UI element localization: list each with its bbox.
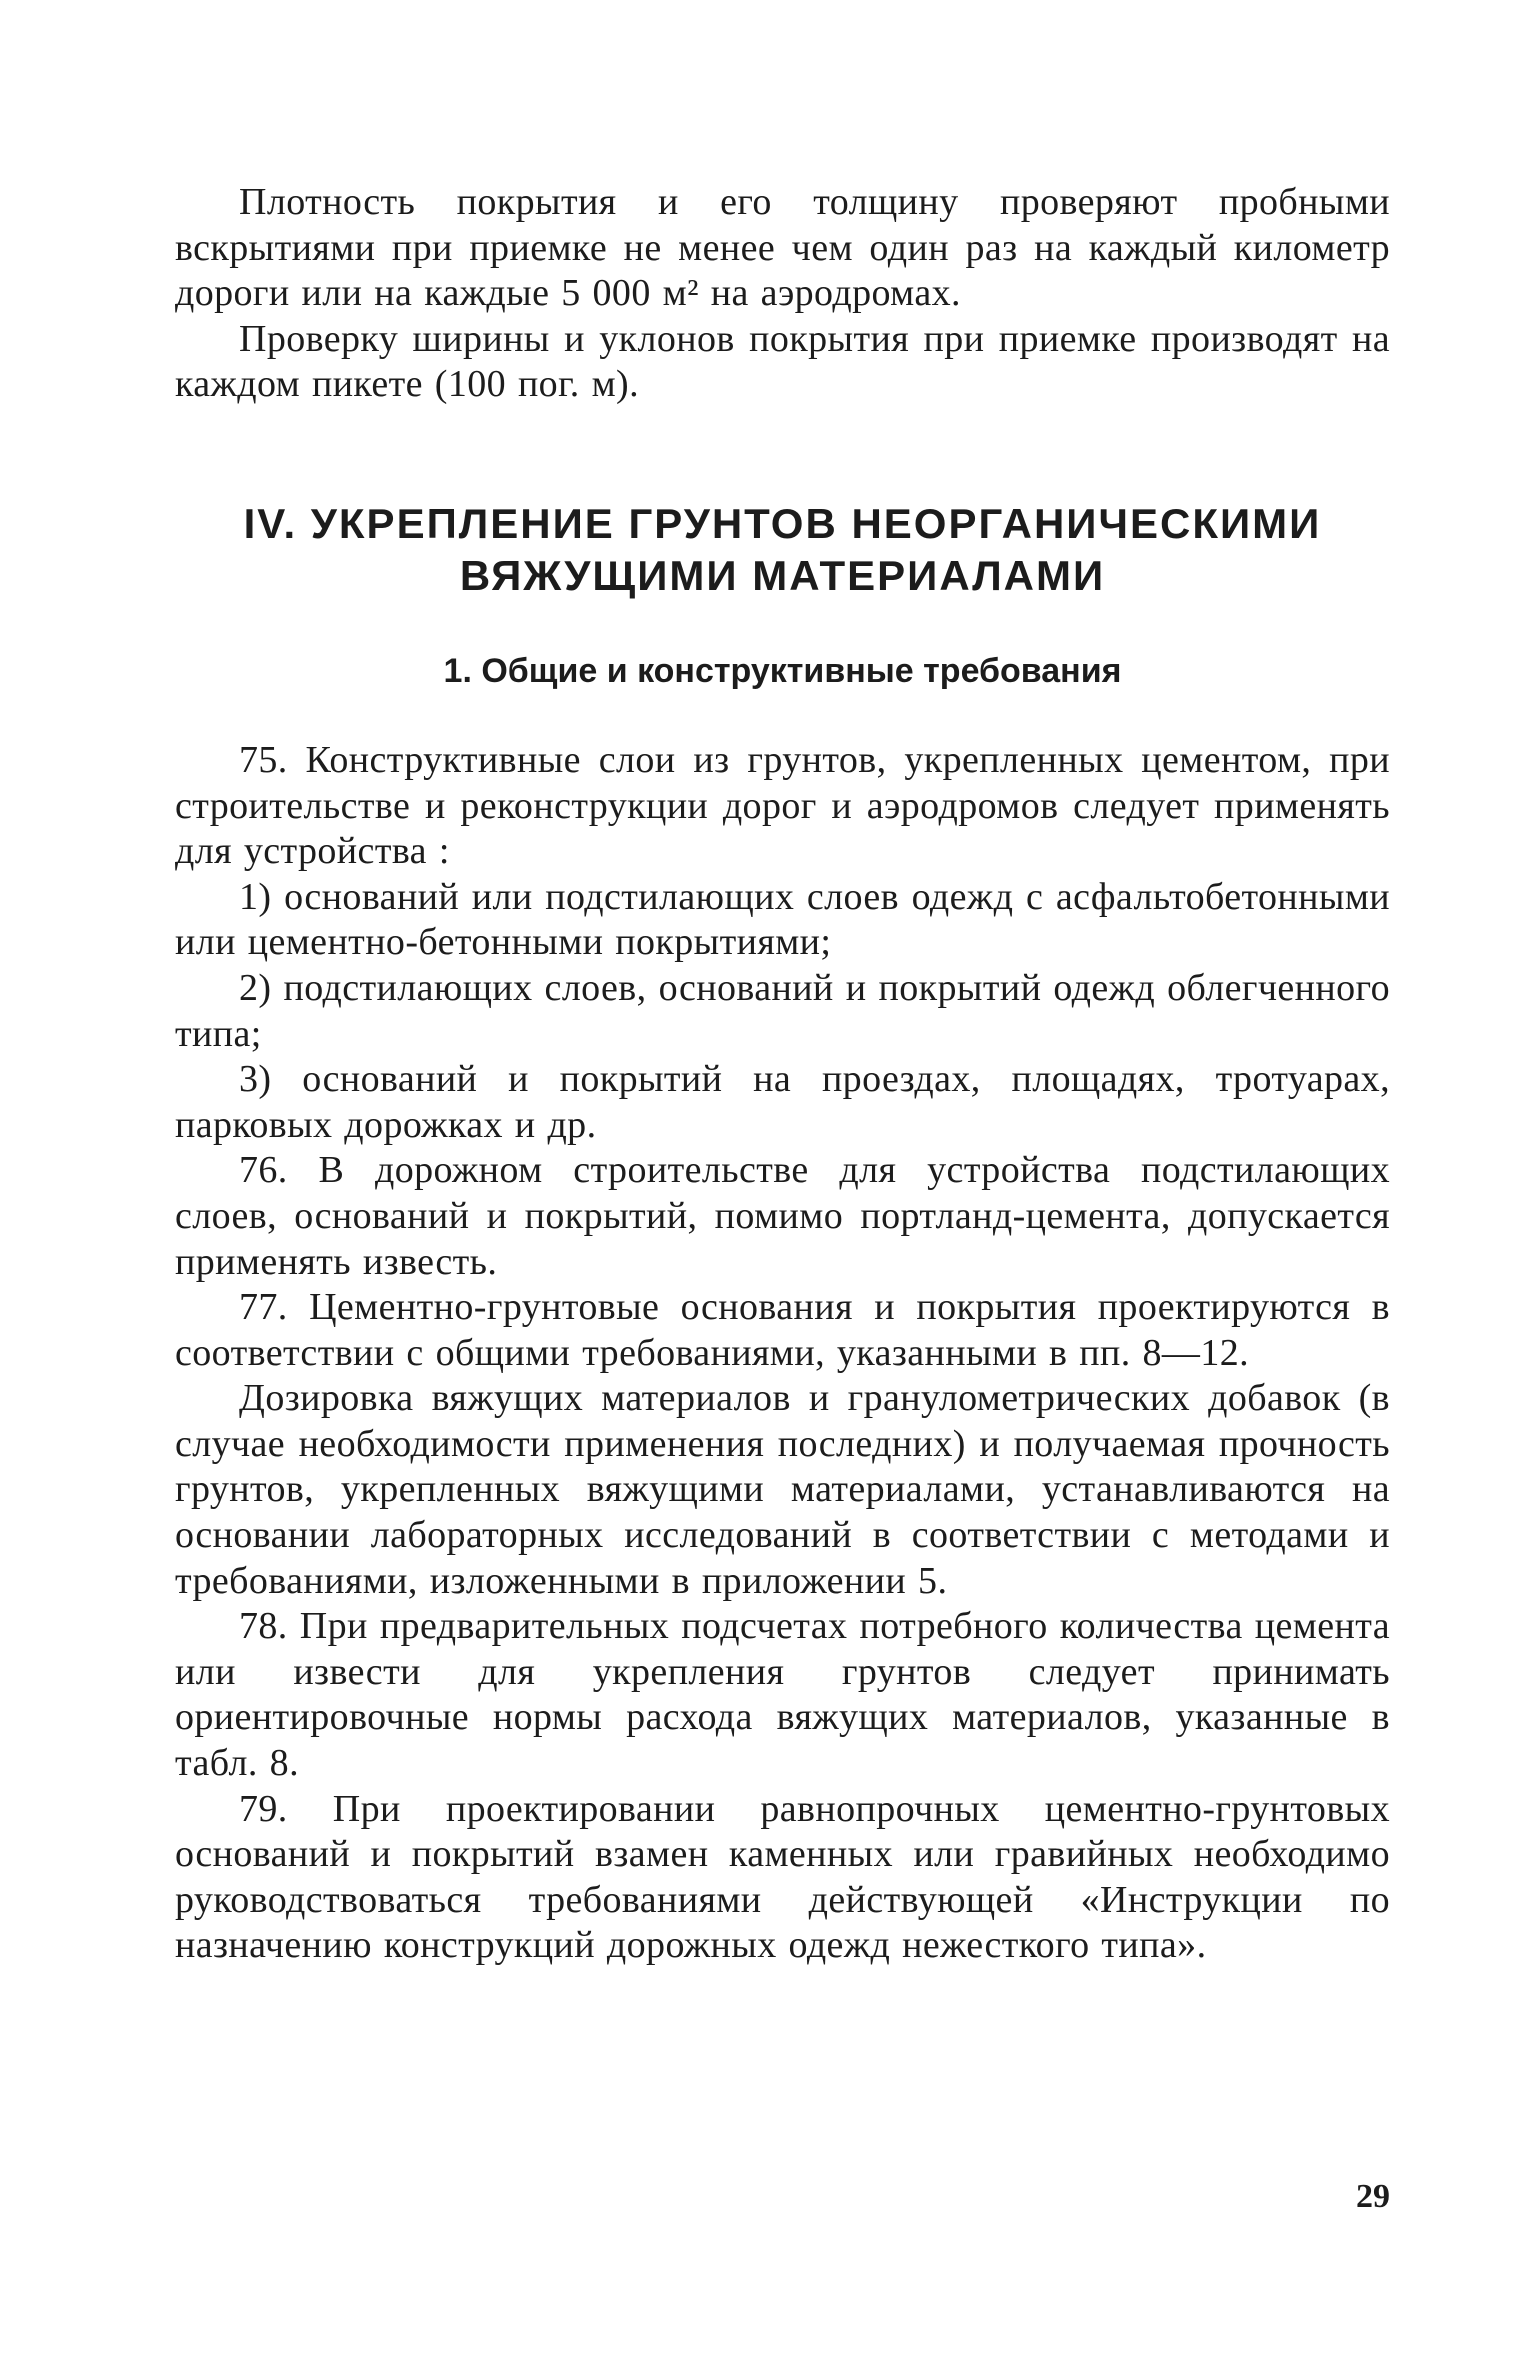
paragraph-78: 78. При предварительных подсчетах потребного количества цемента или извести для укрепления грунтов следует принимать ориентировочные нормы расхода вяжущих материалов, указанные в табл. 8. [175, 1605, 1390, 1785]
page-body [175, 180, 1390, 1969]
paragraph-dosage: Дозировка вяжущих материалов и гранулометрических добавок (в случае необходимости применения последних) и получаемая прочность грунтов, укрепленных вяжущими материалами, устанавливаются на основании лабораторных исследований в соответствии с методами и требованиями, изложенными в приложении 5. [175, 1377, 1390, 1602]
paragraph-76: 76. В дорожном строительстве для устройства подстилающих слоев, оснований и покрытий, помимо портланд-цемента, допускается применять известь. [175, 1149, 1390, 1283]
intro-paragraph-2: Проверку ширины и уклонов покрытия при приемке производят на каждом пикете (100 пог. м). [175, 317, 1390, 406]
list-item-1: 1) оснований или подстилающих слоев одежд с асфальтобетонными или цементно-бетонными покрытиями; [175, 875, 1390, 964]
chapter-heading-line-2: ВЯЖУЩИМИ МАТЕРИАЛАМИ [459, 551, 1106, 599]
section-heading: 1. Общие и конструктивные требования [443, 651, 1122, 690]
chapter-heading [175, 498, 1390, 602]
chapter-heading-line-1: IV. УКРЕПЛЕНИЕ ГРУНТОВ НЕОРГАНИЧЕСКИМИ [243, 499, 1322, 547]
list-item-3: 3) оснований и покрытий на проездах, площадях, тротуарах, парковых дорожках и др. [175, 1058, 1390, 1146]
paragraph-77: 77. Цементно-грунтовые основания и покрытия проектируются в соответствии с общими требованиями, указанными в пп. 8—12. [175, 1286, 1390, 1374]
intro-paragraph-1: Плотность покрытия и его толщину проверяют пробными вскрытиями при приемке не менее чем один раз на каждый километр дороги или на каждые 5 000 м² на аэродромах. [175, 181, 1390, 315]
paragraph-79: 79. При проектировании равнопрочных цементно-грунтовых оснований и покрытий взамен каменных или гравийных необходимо руководствоваться требованиями действующей «Инструкции по назначению конструкций дорожных одежд нежесткого типа». [175, 1787, 1390, 1967]
list-item-2: 2) подстилающих слоев, оснований и покрытий одежд облегченного типа; [175, 966, 1390, 1055]
paragraph-75: 75. Конструктивные слои из грунтов, укрепленных цементом, при строительстве и реконструкции дорог и аэродромов следует применять для устройства : [175, 738, 1390, 873]
page-number: 29 [1356, 2178, 1390, 2215]
